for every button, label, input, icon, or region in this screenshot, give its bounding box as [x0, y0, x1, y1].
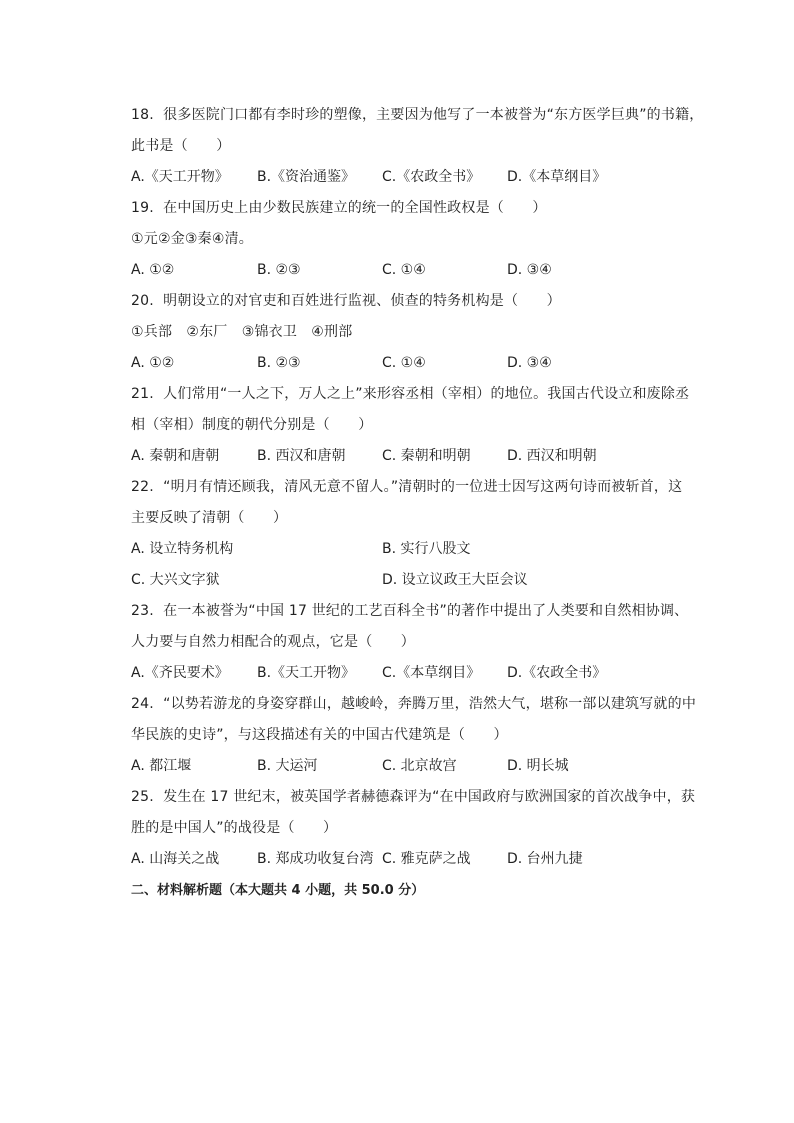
answer-option: D. ③④ [507, 355, 552, 371]
answer-option: A.《天工开物》 [131, 169, 229, 185]
answer-option: D. ③④ [507, 262, 552, 278]
question-list [131, 100, 704, 906]
question-block [131, 286, 694, 379]
option-row [131, 658, 694, 689]
answer-option: C. ①④ [382, 262, 426, 278]
answer-option: D. 西汉和明朝 [507, 448, 597, 464]
question-stem: 22. “明月有情还顾我，清风无意不留人。”清朝时的一位进士因写这两句诗而被斩首，这 [131, 479, 683, 495]
question-stem: 19. 在中国历史上由少数民族建立的统一的全国性政权是（ ） [131, 200, 547, 216]
answer-option: B. ②③ [257, 355, 301, 371]
question-block [131, 193, 694, 286]
question-stem: 21. 人们常用“一人之下，万人之上”来形容丞相（宰相）的地位。我国古代设立和废除丞 [131, 386, 690, 402]
question-block [131, 379, 694, 472]
question-block [131, 596, 694, 689]
answer-option: D. 明长城 [507, 758, 569, 774]
answer-option: B. 大运河 [257, 758, 318, 774]
option-row [131, 255, 694, 286]
answer-option: C. 雅克萨之战 [382, 851, 471, 867]
option-row [131, 751, 694, 782]
question-block [131, 472, 694, 596]
answer-option: C.《农政全书》 [382, 169, 481, 185]
question-stem-continued: 华民族的史诗”，与这段描述有关的中国古代建筑是（ ） [131, 727, 508, 743]
question-stem: 23. 在一本被誉为“中国 17 世纪的工艺百科全书”的著作中提出了人类要和自然相协调、 [131, 603, 689, 619]
answer-option: A. ①② [131, 355, 175, 371]
answer-option: B. 实行八股文 [382, 541, 471, 557]
option-row [131, 441, 694, 472]
question-stem: 20. 明朝设立的对官吏和百姓进行监视、侦查的特务机构是（ ） [131, 293, 561, 309]
option-row [131, 534, 694, 565]
question-stem-continued: ①元②金③秦④清。 [131, 231, 254, 247]
answer-option: C.《本草纲目》 [382, 665, 481, 681]
question-block [131, 100, 704, 193]
answer-option: B. 西汉和唐朝 [257, 448, 346, 464]
answer-option: C. 秦朝和明朝 [382, 448, 471, 464]
question-stem-continued: 胜的是中国人”的战役是（ ） [131, 820, 338, 836]
question-block [131, 782, 694, 875]
section-heading: 二、材料解析题（本大题共 4 小题，共 50.0 分） [131, 883, 425, 898]
answer-option: A. 山海关之战 [131, 851, 220, 867]
question-stem: 25. 发生在 17 世纪末，被英国学者赫德森评为“在中国政府与欧洲国家的首次战争中，获 [131, 789, 696, 805]
question-stem: 24. “以势若游龙的身姿穿群山，越峻岭，奔腾万里，浩然大气，堪称一部以建筑写就的中 [131, 696, 697, 712]
answer-option: A. 秦朝和唐朝 [131, 448, 220, 464]
question-stem-continued: 此书是（ ） [131, 138, 231, 154]
answer-option: A. 设立特务机构 [131, 541, 234, 557]
answer-option: B.《资治通鉴》 [257, 169, 356, 185]
answer-option: B. 郑成功收复台湾 [257, 851, 374, 867]
answer-option: A.《齐民要术》 [131, 665, 229, 681]
question-stem-continued: 主要反映了清朝（ ） [131, 510, 288, 526]
answer-option: C. 大兴文字狱 [131, 572, 220, 588]
option-row [131, 348, 694, 379]
answer-option: C. 北京故宫 [382, 758, 457, 774]
question-stem: 18. 很多医院门口都有李时珍的塑像，主要因为他写了一本被誉为“东方医学巨典”的书籍， [131, 107, 704, 123]
question-stem-continued: ①兵部 ②东厂 ③锦衣卫 ④刑部 [131, 324, 353, 340]
answer-option: B.《天工开物》 [257, 665, 356, 681]
answer-option: D. 设立议政王大臣会议 [382, 572, 528, 588]
answer-option: A. ①② [131, 262, 175, 278]
option-row [131, 565, 694, 596]
question-stem-continued: 相（宰相）制度的朝代分别是（ ） [131, 417, 373, 433]
option-row [131, 162, 694, 193]
answer-option: C. ①④ [382, 355, 426, 371]
answer-option: D.《本草纲目》 [507, 169, 607, 185]
question-stem-continued: 人力要与自然力相配合的观点，它是（ ） [131, 634, 415, 650]
answer-option: A. 都江堰 [131, 758, 192, 774]
option-row [131, 844, 694, 875]
answer-option: D.《农政全书》 [507, 665, 607, 681]
answer-option: B. ②③ [257, 262, 301, 278]
answer-option: D. 台州九捷 [507, 851, 583, 867]
question-block [131, 689, 697, 782]
